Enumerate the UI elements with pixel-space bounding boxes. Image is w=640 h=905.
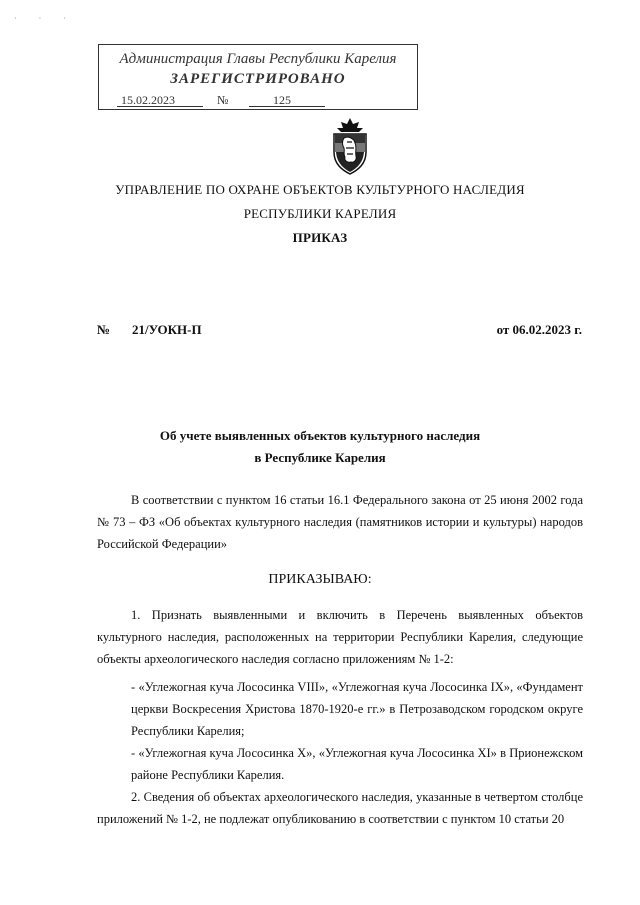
order-item-2: 2. Сведения об объектах археологического наследия, указанные в четвертом столбце приложений № 1-2, не подлежат опубликованию в соответствии с пунктом 10 статьи 20 [97, 790, 583, 826]
registration-stamp [98, 44, 418, 110]
karelia-coat-of-arms-icon [326, 116, 374, 176]
preamble-paragraph: В соответствии с пунктом 16 статьи 16.1 Федерального закона от 25 июня 2002 года № 73 – ФЗ «Об объектах культурного наследия (памятников истории и культуры) народов Российской Федерации» [97, 493, 583, 551]
order-title-line2: в Республике Карелия [254, 450, 386, 465]
stamp-date: 15.02.2023 [121, 93, 175, 107]
stamp-number-underline [249, 106, 325, 107]
order-item-1-bullet-1: - «Углежогная куча Лососинка VIII», «Углежогная куча Лососинка IX», «Фундамент церкви Воскресения Христова 1870-1920-е гг.» в Петрозаводском городском округе Республики Карелия; [131, 680, 583, 738]
organization-name-line2: РЕСПУБЛИКИ КАРЕЛИЯ [243, 206, 397, 221]
order-item-1: 1. Признать выявленными и включить в Перечень выявленных объектов культурного наследия, расположенных на территории Республики Карелия, следующие объекты археологического наследия согласно приложениям № 1-2: [97, 608, 583, 666]
stamp-status: ЗАРЕГИСТРИРОВАНО [170, 71, 346, 87]
order-word: ПРИКАЗЫВАЮ: [268, 572, 372, 587]
order-number-sign: № [97, 322, 111, 337]
stamp-number: 125 [273, 93, 291, 107]
order-title-line1: Об учете выявленных объектов культурного наследия [159, 428, 481, 443]
document-type: ПРИКАЗ [292, 230, 348, 245]
stamp-authority: Администрация Главы Республики Карелия [119, 51, 397, 67]
scan-artifact: · · · [14, 14, 76, 23]
order-number: 21/УОКН-П [132, 322, 202, 337]
organization-name-line1: УПРАВЛЕНИЕ ПО ОХРАНЕ ОБЪЕКТОВ КУЛЬТУРНОГО НАСЛЕДИЯ [115, 182, 525, 197]
stamp-date-underline [117, 106, 203, 107]
stamp-number-sign: № [217, 93, 229, 107]
order-date: от 06.02.2023 г. [496, 322, 582, 337]
order-item-1-bullet-2: - «Углежогная куча Лососинка X», «Углежогная куча Лососинка XI» в Прионежском районе Республики Карелия. [131, 746, 583, 782]
